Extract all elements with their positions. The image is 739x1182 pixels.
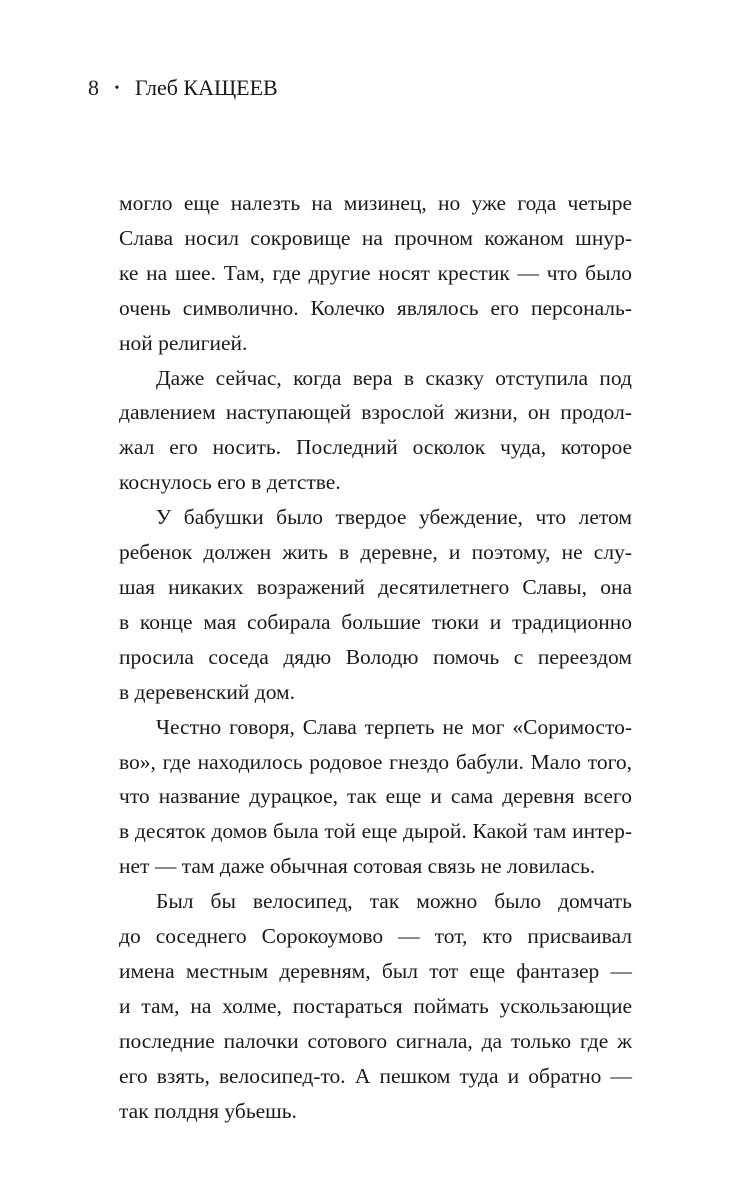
text-line: в деревенский дом. — [119, 679, 296, 704]
text-line: во», где находилось родовое гнездо бабули. Мало того, — [119, 749, 632, 774]
text-line: ке на шее. Там, где другие носят крестик — что было — [119, 260, 632, 285]
paragraph — [119, 361, 632, 501]
text-line: что название дурацкое, так еще и сама деревня всего — [119, 784, 632, 809]
text-line: нет — там даже обычная сотовая связь не ловилась. — [119, 854, 596, 879]
text-line: Слава носил сокровище на прочном кожаном шнур- — [119, 225, 632, 250]
paragraph — [119, 500, 632, 709]
text-line: просила соседа дядю Володю помочь с переездом — [119, 644, 632, 669]
text-line: ребенок должен жить в деревне, и поэтому, не слу- — [119, 540, 632, 565]
text-line: так полдня убьешь. — [119, 1098, 297, 1123]
text-line: до соседнего Сорокоумово — тот, кто присваивал — [119, 924, 632, 949]
text-line: в десяток домов была той еще дырой. Какой там интер- — [119, 819, 632, 844]
text-line: шая никаких возражений десятилетнего Славы, она — [119, 574, 632, 599]
text-line: имена местным деревням, был тот еще фантазер — — [119, 958, 632, 983]
text-line: его взять, велосипед-то. А пешком туда и обратно — — [119, 1063, 632, 1088]
paragraph — [119, 884, 632, 1128]
header-separator: • — [114, 81, 120, 96]
text-line: в конце мая собирала большие тюки и традиционно — [119, 609, 632, 634]
text-line: последние палочки сотового сигнала, да только где ж — [119, 1028, 632, 1053]
paragraph — [119, 186, 632, 361]
page-number: 8 — [88, 75, 99, 100]
text-line: У бабушки было твердое убеждение, что летом — [156, 505, 632, 530]
text-line: могло еще налезть на мизинец, но уже года четыре — [119, 191, 632, 215]
author-name: Глеб КАЩЕЕВ — [134, 75, 278, 100]
text-line: Честно говоря, Слава терпеть не мог «Соримосто- — [156, 714, 632, 739]
text-line: коснулось его в детстве. — [119, 470, 341, 495]
text-line: и там, на холме, постараться поймать ускользающие — [119, 993, 632, 1018]
paragraph — [119, 710, 632, 885]
text-line: очень символично. Колечко являлось его персональ- — [119, 295, 632, 320]
text-line: Был бы велосипед, так можно было домчать — [156, 889, 632, 914]
text-line: ной религией. — [119, 330, 248, 355]
text-line: давлением наступающей взрослой жизни, он продол- — [119, 400, 632, 425]
body-text — [119, 186, 632, 1128]
running-header — [88, 74, 278, 103]
text-line: жал его носить. Последний осколок чуда, которое — [119, 435, 632, 460]
text-line: Даже сейчас, когда вера в сказку отступила под — [156, 365, 632, 390]
